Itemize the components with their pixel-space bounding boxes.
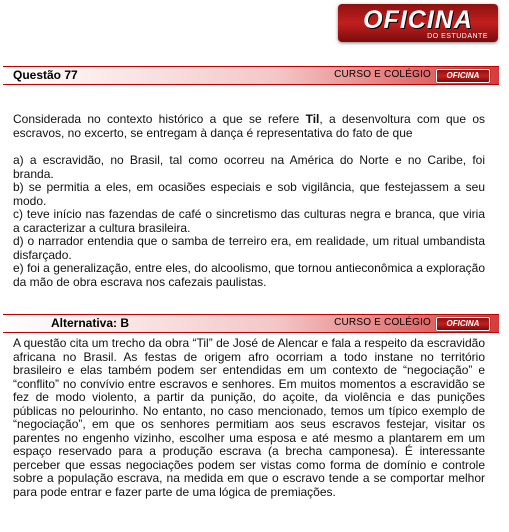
question-header-bar <box>3 66 499 85</box>
answer-label: Alternativa: B <box>51 316 130 330</box>
answer-header-org: CURSO E COLÉGIO <box>334 317 431 328</box>
option-d: d) o narrador entendia que o samba de terreiro era, em realidade, um ritual umbandista disfarçado. <box>13 234 485 262</box>
question-body <box>13 113 485 289</box>
option-a: a) a escravidão, no Brasil, tal como ocorreu na América do Norte e no Caribe, foi branda. <box>13 153 485 181</box>
logo-subtitle: DO ESTUDANTE <box>427 33 488 40</box>
answer-header-bar <box>3 314 499 333</box>
question-number: Questão 77 <box>13 68 78 82</box>
stem-text-before: Considerada no contexto histórico a que se refere <box>13 112 306 126</box>
stem-text-after: , a desenvoltura com que os escravos, no excerto, se entregam à dança é representativa do fato de que <box>13 112 486 140</box>
logo-brand-text: OFICINA <box>363 6 473 34</box>
stem-bold-title: Til <box>305 112 320 126</box>
option-e: e) foi a generalização, entre eles, do alcoolismo, que tornou antieconômica a exploração da mão de obra escrava nos cafezais paulistas. <box>13 261 485 289</box>
option-c: c) teve início nas fazendas de café o sincretismo das culturas negra e branca, que viria a caracterizar a cultura brasileira. <box>13 207 485 235</box>
oficina-logo <box>338 4 498 42</box>
answer-body <box>13 337 485 499</box>
option-b: b) se permitia a eles, em ocasiões especiais e sob vigilância, que festejassem a seu modo. <box>13 180 485 208</box>
answer-explanation: A questão cita um trecho da obra “Til” de José de Alencar e fala a respeito da escravidão africana no Brasil. As festas de origem afro ocorriam a todo instane no território brasileiro e elas também podem ser entendidas em um contexto de “negociação” e “conflito” no convívio entre escravos e senhores. Em muitos momentos a escravidão se fez de modo violento, a partir da punição, do açoite, da violência e das punições públicas no pelourinho. No entanto, no caso mencionado, temos um típico exemplo de “negociação”, em que os senhores permitiam aos seus escravos festejar, visitar os parentes no engenho vizinho, escolher uma esposa e até mesmo a plantarem em um espaço reservado para a produção escrava (a brecha camponesa). É interessante perceber que essas negociações podem ser vistas como forma de domínio e controle sobre a população escrava, na medida em que o escravo tende a se comportar melhor para pode entrar e fazer parte de uma lógica de premiações. <box>13 336 485 499</box>
question-header-org: CURSO E COLÉGIO <box>334 69 431 80</box>
mini-logo: OFICINA <box>436 317 490 331</box>
question-stem <box>13 113 485 140</box>
mini-logo: OFICINA <box>436 69 490 83</box>
